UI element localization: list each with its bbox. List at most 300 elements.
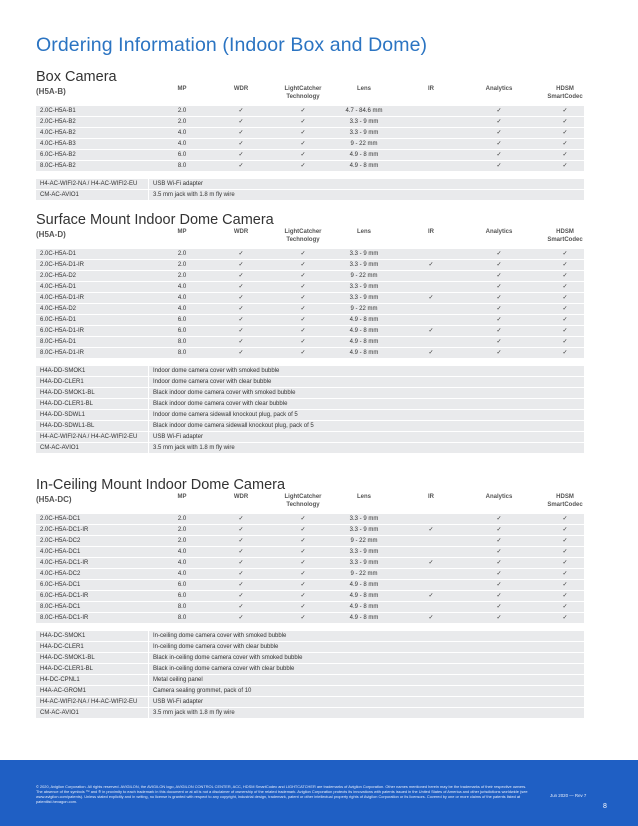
check-icon: ✓ [562, 350, 568, 356]
check-icon: ✓ [562, 262, 568, 268]
accessory-row [36, 366, 584, 377]
check-icon: ✓ [496, 516, 502, 522]
check-icon: ✓ [238, 251, 244, 257]
accessory-row [36, 421, 584, 432]
lens-value: 9 - 22 mm [350, 538, 378, 544]
model-number: 8.0C-H5A-D1-IR [40, 350, 85, 356]
accessory-row [36, 410, 584, 421]
check-icon: ✓ [562, 560, 568, 566]
column-header-wdr: WDR [233, 86, 249, 92]
accessory-code: H4A-DD-SDWL1-BL [40, 423, 95, 429]
page-number: 8 [603, 803, 607, 810]
column-header-lens: Lens [356, 229, 371, 235]
table-row [36, 161, 584, 172]
check-icon: ✓ [300, 108, 306, 114]
accessory-description: 3.5 mm jack with 1.8 m fly wire [153, 710, 235, 716]
check-icon: ✓ [562, 163, 568, 169]
check-icon: ✓ [300, 549, 306, 555]
column-divider [148, 388, 149, 399]
check-icon: ✓ [238, 152, 244, 158]
check-icon: ✓ [238, 582, 244, 588]
model-family-label: (H5A-DC) [36, 495, 72, 504]
model-number: 4.0C-H5A-B2 [40, 130, 76, 136]
check-icon: ✓ [238, 284, 244, 290]
model-number: 2.0C-H5A-D1 [40, 251, 77, 257]
check-icon: ✓ [562, 108, 568, 114]
check-icon: ✓ [238, 516, 244, 522]
check-icon: ✓ [496, 108, 502, 114]
accessory-code: H4-DC-CPNL1 [40, 677, 80, 683]
model-number: 4.0C-H5A-DC1 [40, 549, 81, 555]
accessory-description: 3.5 mm jack with 1.8 m fly wire [153, 192, 235, 198]
check-icon: ✓ [238, 571, 244, 577]
column-divider [148, 631, 149, 642]
lens-value: 4.9 - 8 mm [349, 604, 379, 610]
mp-value: 2.0 [177, 108, 187, 114]
mp-value: 6.0 [177, 328, 187, 334]
lens-value: 3.3 - 9 mm [349, 549, 379, 555]
model-table [36, 249, 584, 359]
table-row [36, 514, 584, 525]
table-row [36, 139, 584, 150]
column-header-mp: MP [177, 229, 187, 235]
model-number: 2.0C-H5A-DC1-IR [40, 527, 89, 533]
table-row [36, 337, 584, 348]
check-icon: ✓ [238, 130, 244, 136]
check-icon: ✓ [300, 119, 306, 125]
check-icon: ✓ [428, 527, 434, 533]
accessory-description: Black indoor dome camera sidewall knockout plug, pack of 5 [153, 423, 314, 429]
table-row [36, 315, 584, 326]
check-icon: ✓ [562, 130, 568, 136]
column-header-lightcatcher: LightCatcher Technology [284, 86, 322, 100]
section-title: In-Ceiling Mount Indoor Dome Camera [36, 477, 286, 493]
accessory-description: USB Wi-Fi adapter [153, 699, 204, 705]
column-divider [148, 675, 149, 686]
check-icon: ✓ [428, 560, 434, 566]
mp-value: 6.0 [177, 152, 187, 158]
mp-value: 4.0 [177, 141, 187, 147]
accessory-code: CM-AC-AVIO1 [40, 192, 79, 198]
check-icon: ✓ [238, 119, 244, 125]
lens-value: 4.9 - 8 mm [349, 350, 379, 356]
lens-value: 3.3 - 9 mm [349, 130, 379, 136]
mp-value: 8.0 [177, 615, 187, 621]
check-icon: ✓ [562, 527, 568, 533]
model-number: 2.0C-H5A-D1-IR [40, 262, 85, 268]
accessory-row [36, 399, 584, 410]
check-icon: ✓ [238, 527, 244, 533]
check-icon: ✓ [300, 328, 306, 334]
model-table [36, 514, 584, 624]
check-icon: ✓ [496, 295, 502, 301]
lens-value: 4.9 - 8 mm [349, 615, 379, 621]
accessory-description: 3.5 mm jack with 1.8 m fly wire [153, 445, 235, 451]
check-icon: ✓ [496, 593, 502, 599]
accessory-code: H4A-DD-SDWL1 [40, 412, 86, 418]
column-divider [148, 190, 149, 201]
column-header-ir: IR [428, 229, 434, 235]
column-divider [148, 664, 149, 675]
table-row [36, 547, 584, 558]
check-icon: ✓ [496, 571, 502, 577]
mp-value: 2.0 [177, 262, 187, 268]
column-divider [148, 399, 149, 410]
column-divider [148, 708, 149, 719]
table-row [36, 282, 584, 293]
mp-value: 4.0 [177, 560, 187, 566]
mp-value: 8.0 [177, 339, 187, 345]
table-header [36, 86, 584, 106]
check-icon: ✓ [562, 317, 568, 323]
table-row [36, 558, 584, 569]
model-number: 6.0C-H5A-D1-IR [40, 328, 85, 334]
check-icon: ✓ [238, 273, 244, 279]
accessory-code: H4A-DD-SMOK1 [40, 368, 86, 374]
model-number: 2.0C-H5A-D2 [40, 273, 77, 279]
lens-value: 4.7 - 84.6 mm [345, 108, 383, 114]
accessory-description: USB Wi-Fi adapter [153, 181, 204, 187]
check-icon: ✓ [238, 163, 244, 169]
check-icon: ✓ [562, 273, 568, 279]
lens-value: 4.9 - 8 mm [349, 593, 379, 599]
check-icon: ✓ [496, 152, 502, 158]
column-divider [148, 642, 149, 653]
table-row [36, 304, 584, 315]
lens-value: 4.9 - 8 mm [349, 339, 379, 345]
accessory-row [36, 190, 584, 201]
column-divider [148, 653, 149, 664]
column-divider [148, 377, 149, 388]
lens-value: 3.3 - 9 mm [349, 119, 379, 125]
check-icon: ✓ [496, 527, 502, 533]
column-header-hdsm: HDSM SmartCodec [547, 229, 583, 243]
check-icon: ✓ [300, 306, 306, 312]
accessory-row [36, 653, 584, 664]
check-icon: ✓ [562, 328, 568, 334]
table-row [36, 117, 584, 128]
model-number: 6.0C-H5A-D1 [40, 317, 77, 323]
model-number: 8.0C-H5A-DC1-IR [40, 615, 89, 621]
check-icon: ✓ [496, 163, 502, 169]
lens-value: 3.3 - 9 mm [349, 560, 379, 566]
check-icon: ✓ [496, 350, 502, 356]
column-header-wdr: WDR [233, 229, 249, 235]
check-icon: ✓ [300, 141, 306, 147]
accessory-row [36, 432, 584, 443]
table-row [36, 249, 584, 260]
check-icon: ✓ [562, 615, 568, 621]
model-number: 8.0C-H5A-DC1 [40, 604, 81, 610]
check-icon: ✓ [562, 339, 568, 345]
column-divider [148, 179, 149, 190]
check-icon: ✓ [238, 328, 244, 334]
table-row [36, 128, 584, 139]
table-row [36, 602, 584, 613]
check-icon: ✓ [300, 516, 306, 522]
accessory-description: Black indoor dome camera cover with smoked bubble [153, 390, 296, 396]
check-icon: ✓ [496, 560, 502, 566]
accessory-code: CM-AC-AVIO1 [40, 710, 79, 716]
model-number: 2.0C-H5A-B1 [40, 108, 76, 114]
table-row [36, 580, 584, 591]
accessory-code: H4-AC-WIFI2-NA / H4-AC-WIFI2-EU [40, 181, 138, 187]
check-icon: ✓ [496, 119, 502, 125]
check-icon: ✓ [238, 560, 244, 566]
check-icon: ✓ [300, 604, 306, 610]
model-number: 4.0C-H5A-DC1-IR [40, 560, 89, 566]
model-number: 4.0C-H5A-DC2 [40, 571, 81, 577]
check-icon: ✓ [238, 262, 244, 268]
column-divider [148, 410, 149, 421]
accessories-table [36, 179, 584, 201]
check-icon: ✓ [238, 350, 244, 356]
check-icon: ✓ [300, 538, 306, 544]
check-icon: ✓ [562, 538, 568, 544]
check-icon: ✓ [562, 604, 568, 610]
table-row [36, 613, 584, 624]
check-icon: ✓ [428, 615, 434, 621]
table-header [36, 229, 584, 249]
page-title: Ordering Information (Indoor Box and Dome) [36, 34, 428, 56]
check-icon: ✓ [562, 306, 568, 312]
check-icon: ✓ [300, 317, 306, 323]
mp-value: 8.0 [177, 163, 187, 169]
accessory-code: H4A-DC-SMOK1 [40, 633, 86, 639]
mp-value: 4.0 [177, 284, 187, 290]
check-icon: ✓ [562, 593, 568, 599]
column-header-mp: MP [177, 86, 187, 92]
accessory-description: Indoor dome camera cover with smoked bubble [153, 368, 280, 374]
model-number: 4.0C-H5A-D2 [40, 306, 77, 312]
mp-value: 4.0 [177, 306, 187, 312]
check-icon: ✓ [496, 604, 502, 610]
accessory-row [36, 631, 584, 642]
check-icon: ✓ [300, 295, 306, 301]
column-header-analytics: Analytics [485, 229, 513, 235]
accessory-code: H4A-DD-CLER1-BL [40, 401, 94, 407]
mp-value: 6.0 [177, 582, 187, 588]
lens-value: 4.9 - 8 mm [349, 328, 379, 334]
accessories-table [36, 631, 584, 719]
check-icon: ✓ [238, 593, 244, 599]
accessory-description: Black in-ceiling dome camera cover with clear bubble [153, 666, 295, 672]
model-number: 8.0C-H5A-B2 [40, 163, 76, 169]
table-row [36, 260, 584, 271]
mp-value: 2.0 [177, 516, 187, 522]
check-icon: ✓ [300, 130, 306, 136]
check-icon: ✓ [300, 152, 306, 158]
check-icon: ✓ [562, 284, 568, 290]
model-number: 4.0C-H5A-D1-IR [40, 295, 85, 301]
model-number: 2.0C-H5A-B2 [40, 119, 76, 125]
accessory-description: Black in-ceiling dome camera cover with smoked bubble [153, 655, 303, 661]
column-header-ir: IR [428, 86, 434, 92]
column-divider [148, 366, 149, 377]
check-icon: ✓ [428, 328, 434, 334]
section-title: Box Camera [36, 69, 117, 85]
accessory-row [36, 708, 584, 719]
column-header-lightcatcher: LightCatcher Technology [284, 229, 322, 243]
check-icon: ✓ [300, 273, 306, 279]
check-icon: ✓ [300, 560, 306, 566]
check-icon: ✓ [238, 306, 244, 312]
mp-value: 2.0 [177, 251, 187, 257]
model-number: 2.0C-H5A-DC2 [40, 538, 81, 544]
accessory-code: CM-AC-AVIO1 [40, 445, 79, 451]
check-icon: ✓ [562, 152, 568, 158]
check-icon: ✓ [562, 295, 568, 301]
lens-value: 9 - 22 mm [350, 273, 378, 279]
check-icon: ✓ [562, 549, 568, 555]
column-header-lightcatcher: LightCatcher Technology [284, 494, 322, 508]
check-icon: ✓ [300, 615, 306, 621]
check-icon: ✓ [428, 593, 434, 599]
table-row [36, 569, 584, 580]
check-icon: ✓ [496, 306, 502, 312]
mp-value: 4.0 [177, 130, 187, 136]
lens-value: 4.9 - 8 mm [349, 163, 379, 169]
check-icon: ✓ [238, 339, 244, 345]
check-icon: ✓ [300, 339, 306, 345]
column-header-lens: Lens [356, 494, 371, 500]
product-section [36, 211, 584, 454]
column-header-analytics: Analytics [485, 494, 513, 500]
table-row [36, 348, 584, 359]
accessory-description: Indoor dome camera cover with clear bubble [153, 379, 272, 385]
accessory-code: H4A-DC-CLER1-BL [40, 666, 94, 672]
column-divider [148, 443, 149, 454]
check-icon: ✓ [562, 516, 568, 522]
lens-value: 3.3 - 9 mm [349, 527, 379, 533]
lens-value: 4.9 - 8 mm [349, 152, 379, 158]
product-section [36, 476, 584, 719]
mp-value: 6.0 [177, 317, 187, 323]
table-row [36, 106, 584, 117]
check-icon: ✓ [496, 284, 502, 290]
mp-value: 8.0 [177, 604, 187, 610]
accessory-row [36, 377, 584, 388]
check-icon: ✓ [238, 604, 244, 610]
table-row [36, 326, 584, 337]
accessory-description: In-ceiling dome camera cover with smoked bubble [153, 633, 287, 639]
lens-value: 3.3 - 9 mm [349, 262, 379, 268]
check-icon: ✓ [562, 141, 568, 147]
check-icon: ✓ [496, 251, 502, 257]
accessory-description: Black indoor dome camera cover with clear bubble [153, 401, 288, 407]
column-header-wdr: WDR [233, 494, 249, 500]
check-icon: ✓ [300, 163, 306, 169]
model-number: 6.0C-H5A-DC1 [40, 582, 81, 588]
check-icon: ✓ [496, 317, 502, 323]
check-icon: ✓ [238, 141, 244, 147]
product-section [36, 68, 584, 201]
check-icon: ✓ [300, 262, 306, 268]
table-row [36, 271, 584, 282]
check-icon: ✓ [562, 119, 568, 125]
model-number: 6.0C-H5A-B2 [40, 152, 76, 158]
table-header [36, 494, 584, 514]
table-row [36, 293, 584, 304]
column-divider [148, 432, 149, 443]
accessory-code: H4A-DC-CLER1 [40, 644, 84, 650]
column-header-mp: MP [177, 494, 187, 500]
accessory-description: In-ceiling dome camera cover with clear bubble [153, 644, 279, 650]
mp-value: 2.0 [177, 119, 187, 125]
accessory-code: H4-AC-WIFI2-NA / H4-AC-WIFI2-EU [40, 434, 138, 440]
table-row [36, 150, 584, 161]
check-icon: ✓ [496, 130, 502, 136]
check-icon: ✓ [300, 571, 306, 577]
check-icon: ✓ [562, 571, 568, 577]
model-number: 8.0C-H5A-D1 [40, 339, 77, 345]
lens-value: 9 - 22 mm [350, 571, 378, 577]
lens-value: 3.3 - 9 mm [349, 251, 379, 257]
accessory-row [36, 675, 584, 686]
mp-value: 4.0 [177, 571, 187, 577]
check-icon: ✓ [562, 251, 568, 257]
column-header-hdsm: HDSM SmartCodec [547, 86, 583, 100]
check-icon: ✓ [238, 295, 244, 301]
mp-value: 8.0 [177, 350, 187, 356]
mp-value: 2.0 [177, 527, 187, 533]
footer [0, 760, 638, 826]
check-icon: ✓ [238, 108, 244, 114]
accessory-code: H4A-DC-SMOK1-BL [40, 655, 95, 661]
check-icon: ✓ [300, 593, 306, 599]
model-number: 6.0C-H5A-DC1-IR [40, 593, 89, 599]
check-icon: ✓ [300, 350, 306, 356]
check-icon: ✓ [238, 538, 244, 544]
accessory-row [36, 642, 584, 653]
accessory-description: USB Wi-Fi adapter [153, 434, 204, 440]
check-icon: ✓ [496, 538, 502, 544]
check-icon: ✓ [300, 251, 306, 257]
mp-value: 2.0 [177, 273, 187, 279]
column-divider [148, 686, 149, 697]
lens-value: 3.3 - 9 mm [349, 284, 379, 290]
accessory-row [36, 388, 584, 399]
check-icon: ✓ [300, 284, 306, 290]
mp-value: 4.0 [177, 295, 187, 301]
check-icon: ✓ [496, 615, 502, 621]
model-family-label: (H5A-B) [36, 87, 66, 96]
table-row [36, 525, 584, 536]
model-number: 2.0C-H5A-DC1 [40, 516, 81, 522]
lens-value: 9 - 22 mm [350, 141, 378, 147]
accessory-row [36, 686, 584, 697]
check-icon: ✓ [300, 582, 306, 588]
column-header-lens: Lens [356, 86, 371, 92]
model-number: 4.0C-H5A-D1 [40, 284, 77, 290]
lens-value: 4.9 - 8 mm [349, 317, 379, 323]
accessory-code: H4-AC-WIFI2-NA / H4-AC-WIFI2-EU [40, 699, 138, 705]
check-icon: ✓ [300, 527, 306, 533]
lens-value: 3.3 - 9 mm [349, 295, 379, 301]
check-icon: ✓ [428, 350, 434, 356]
mp-value: 2.0 [177, 538, 187, 544]
model-number: 4.0C-H5A-B3 [40, 141, 76, 147]
column-header-analytics: Analytics [485, 86, 513, 92]
model-family-label: (H5A-D) [36, 230, 66, 239]
accessory-code: H4A-DD-CLER1 [40, 379, 84, 385]
accessory-row [36, 697, 584, 708]
accessory-description: Metal ceiling panel [153, 677, 203, 683]
check-icon: ✓ [238, 549, 244, 555]
accessory-description: Camera sealing grommet, pack of 10 [153, 688, 252, 694]
check-icon: ✓ [496, 328, 502, 334]
accessory-code: H4A-DD-SMOK1-BL [40, 390, 95, 396]
